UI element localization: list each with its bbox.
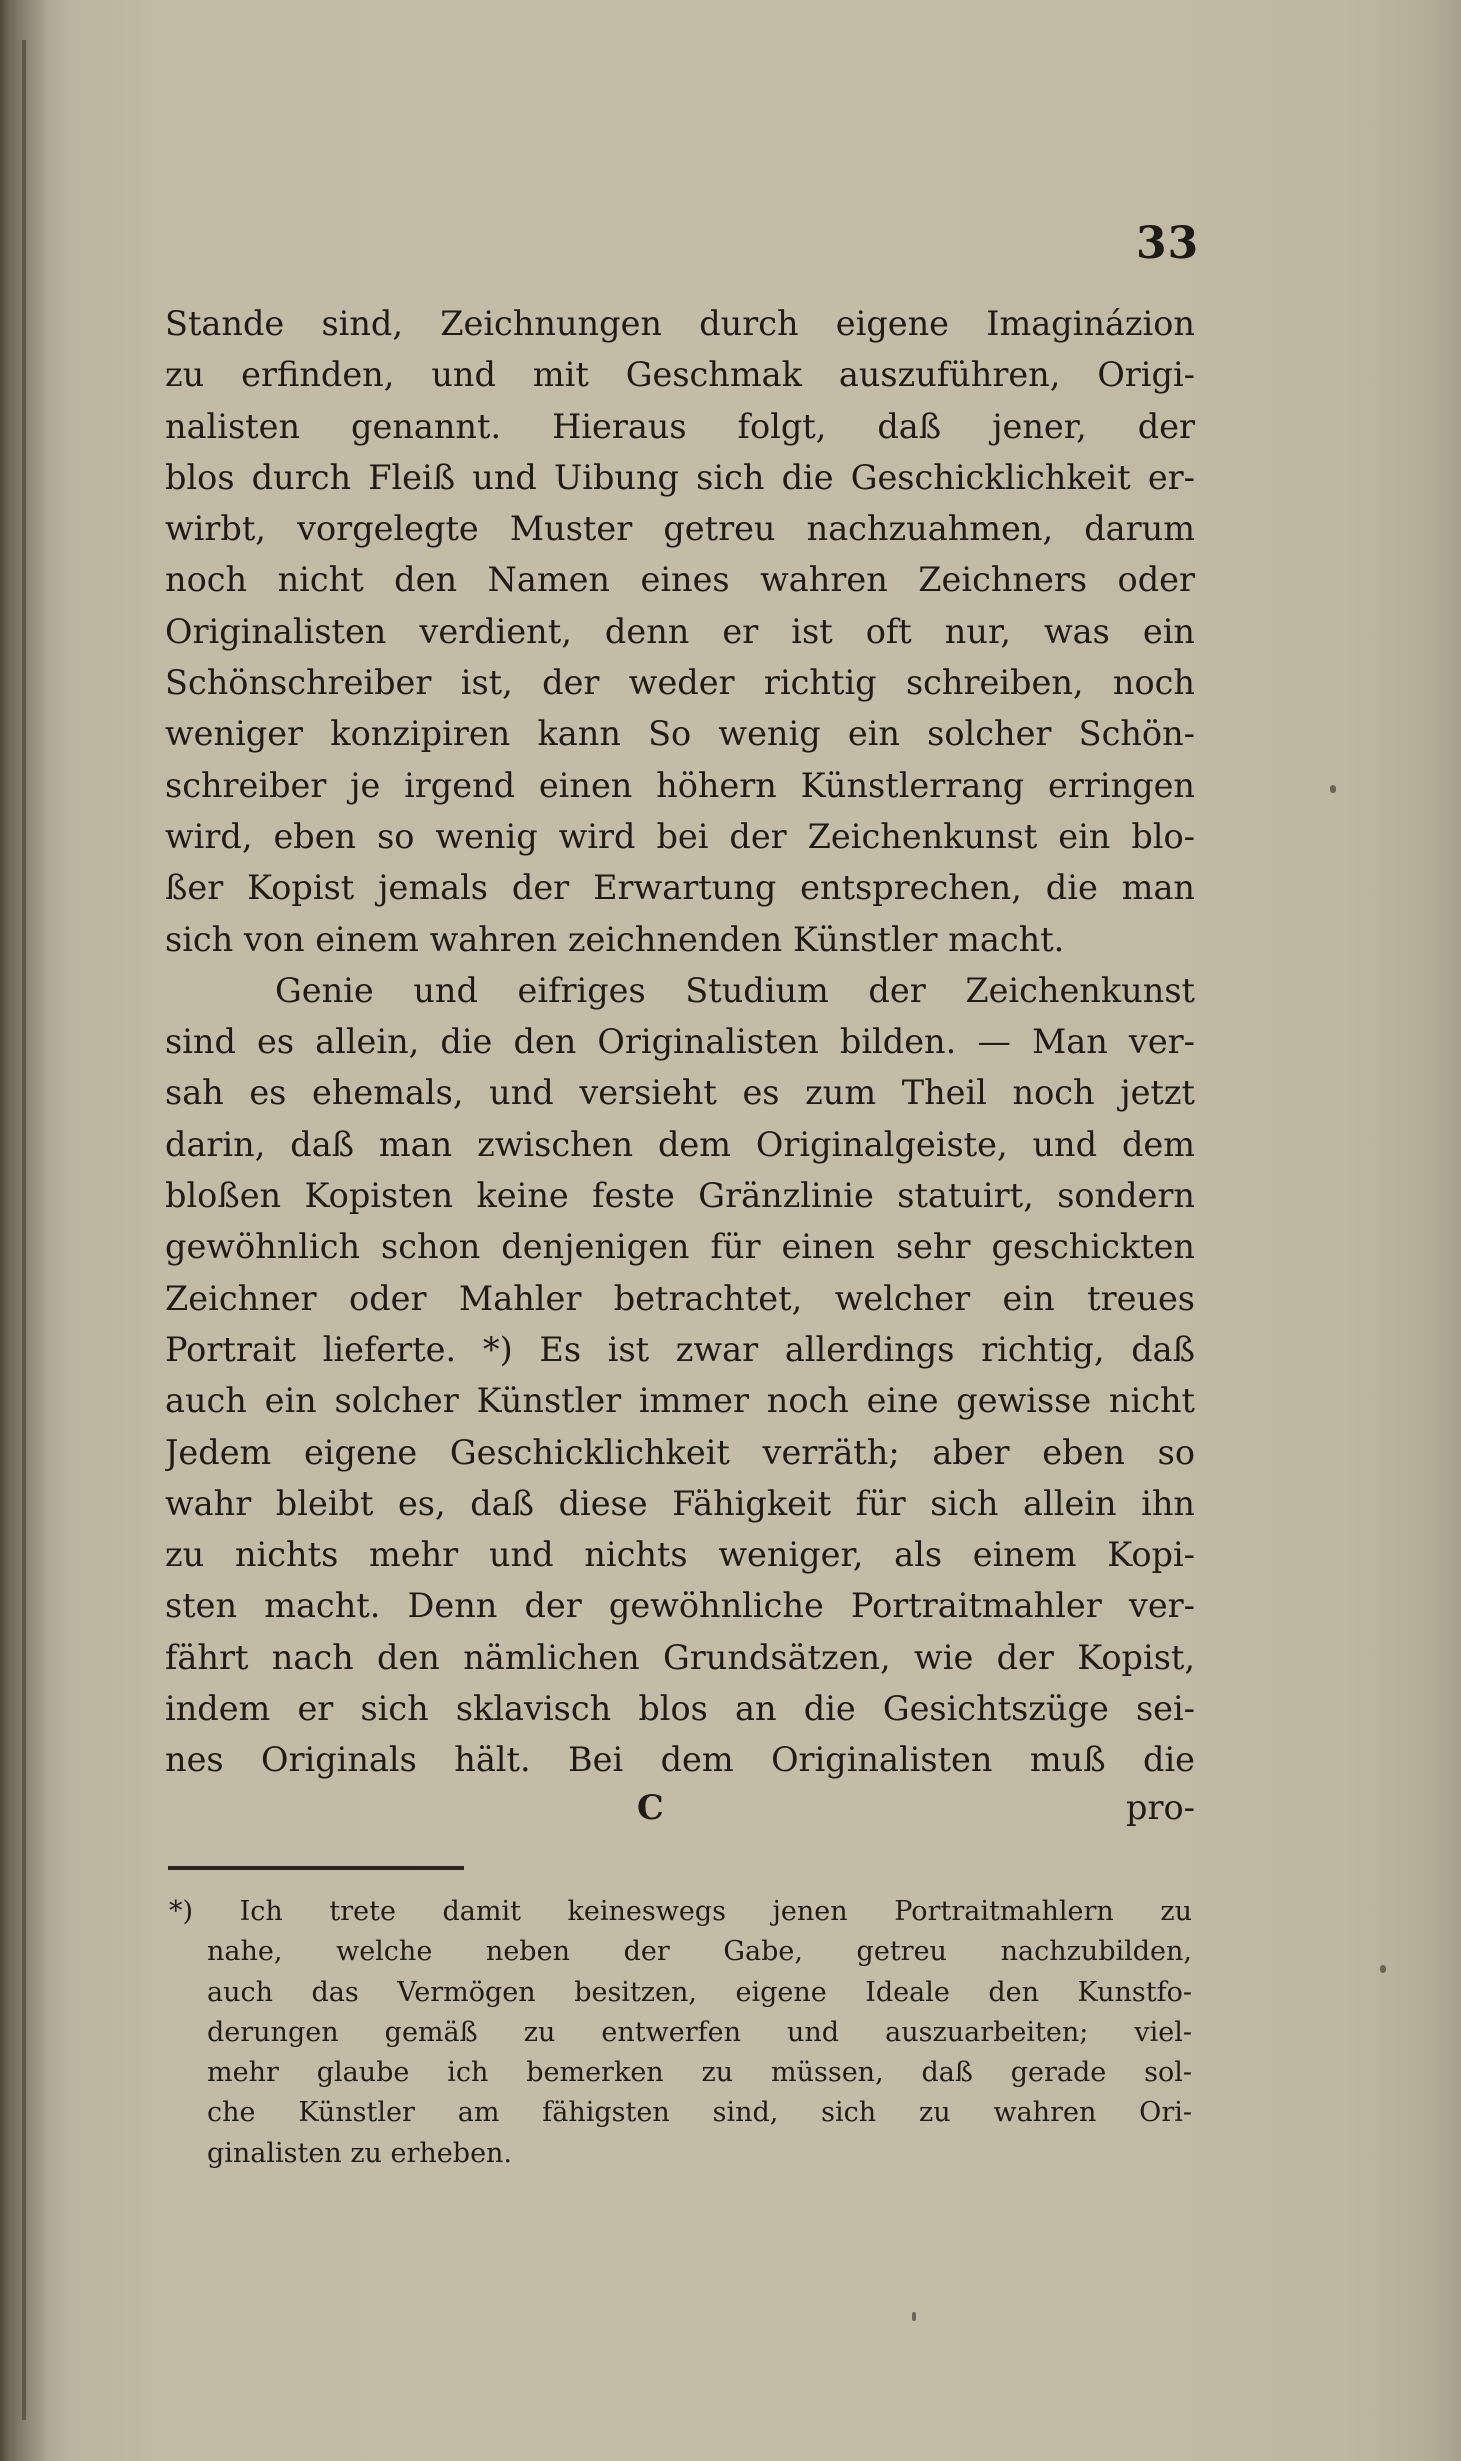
- text-line: darin, daß man zwischen dem Originalgeiste, und dem: [165, 1124, 1195, 1164]
- text-line: blos durch Fleiß und Uibung sich die Geschicklichkeit er-: [165, 457, 1195, 497]
- text-line: nalisten genannt. Hieraus folgt, daß jener, der: [165, 406, 1195, 446]
- text-line: sten macht. Denn der gewöhnliche Portraitmahler ver-: [165, 1586, 1195, 1626]
- text-line-paragraph-start: Genie und eifriges Studium der Zeichenkunst: [275, 970, 1195, 1010]
- signature-mark: C: [637, 1788, 664, 1827]
- text-line: fährt nach den nämlichen Grundsätzen, wie der Kopist,: [165, 1637, 1195, 1677]
- catchword: pro-: [1126, 1788, 1195, 1827]
- text-line: wird, eben so wenig wird bei der Zeichenkunst ein blo-: [165, 816, 1195, 856]
- text-line: gewöhnlich schon denjenigen für einen sehr geschickten: [165, 1227, 1195, 1267]
- footnote-line: che Künstler am fähigsten sind, sich zu wahren Ori-: [207, 2097, 1192, 2129]
- text-line: zu erfinden, und mit Geschmak auszuführen, Origi-: [165, 355, 1195, 395]
- signature-row: [165, 1788, 1195, 1828]
- text-line: Originalisten verdient, denn er ist oft nur, was ein: [165, 611, 1195, 651]
- text-line: weniger konzipiren kann So wenig ein solcher Schön-: [165, 714, 1195, 754]
- paper-speck: [1380, 1965, 1386, 1973]
- text-line: noch nicht den Namen eines wahren Zeichners oder: [165, 560, 1195, 600]
- footnote-divider: [168, 1866, 464, 1870]
- footnote-line: ginalisten zu erheben.: [207, 2137, 513, 2169]
- text-line: sich von einem wahren zeichnenden Künstler macht.: [165, 919, 1065, 959]
- text-line: schreiber je irgend einen höhern Künstlerrang erringen: [165, 765, 1195, 805]
- text-line: ßer Kopist jemals der Erwartung entsprechen, die man: [165, 868, 1195, 908]
- paper-speck: [1330, 785, 1336, 793]
- text-line: Zeichner oder Mahler betrachtet, welcher ein treues: [165, 1278, 1195, 1318]
- footnote-line: mehr glaube ich bemerken zu müssen, daß gerade sol-: [207, 2057, 1192, 2089]
- text-line: Portrait lieferte. *) Es ist zwar allerdings richtig, daß: [165, 1329, 1195, 1369]
- text-line: zu nichts mehr und nichts weniger, als einem Kopi-: [165, 1535, 1195, 1575]
- text-line: indem er sich sklavisch blos an die Gesichtszüge sei-: [165, 1689, 1195, 1729]
- paper-speck: [912, 2312, 916, 2321]
- text-line: wahr bleibt es, daß diese Fähigkeit für sich allein ihn: [165, 1483, 1195, 1523]
- footnote-line: *) Ich trete damit keineswegs jenen Portraitmahlern zu: [169, 1896, 1192, 1927]
- text-line: Stande sind, Zeichnungen durch eigene Imaginázion: [165, 304, 1195, 343]
- text-line: bloßen Kopisten keine feste Gränzlinie statuirt, sondern: [165, 1176, 1195, 1216]
- page-number: 33: [1136, 218, 1200, 269]
- text-line: nes Originals hält. Bei dem Originalisten muß die: [165, 1740, 1195, 1780]
- text-line: sah es ehemals, und versieht es zum Theil noch jetzt: [165, 1073, 1195, 1113]
- footnote-block: [169, 1892, 1192, 2174]
- footnote-line: derungen gemäß zu entwerfen und auszuarbeiten; viel-: [207, 2016, 1192, 2048]
- text-line: sind es allein, die den Originalisten bilden. — Man ver-: [165, 1022, 1195, 1062]
- footnote-line: nahe, welche neben der Gabe, getreu nachzubilden,: [207, 1936, 1192, 1968]
- text-line: wirbt, vorgelegte Muster getreu nachzuahmen, darum: [165, 509, 1195, 549]
- text-line: Schönschreiber ist, der weder richtig schreiben, noch: [165, 663, 1195, 703]
- text-line: Jedem eigene Geschicklichkeit verräth; aber eben so: [165, 1432, 1195, 1472]
- page-gutter-line: [22, 40, 26, 2420]
- text-line: auch ein solcher Künstler immer noch eine gewisse nicht: [165, 1381, 1195, 1421]
- footnote-line: auch das Vermögen besitzen, eigene Ideale den Kunstfo-: [207, 1976, 1192, 2008]
- main-text-block: [165, 298, 1195, 1786]
